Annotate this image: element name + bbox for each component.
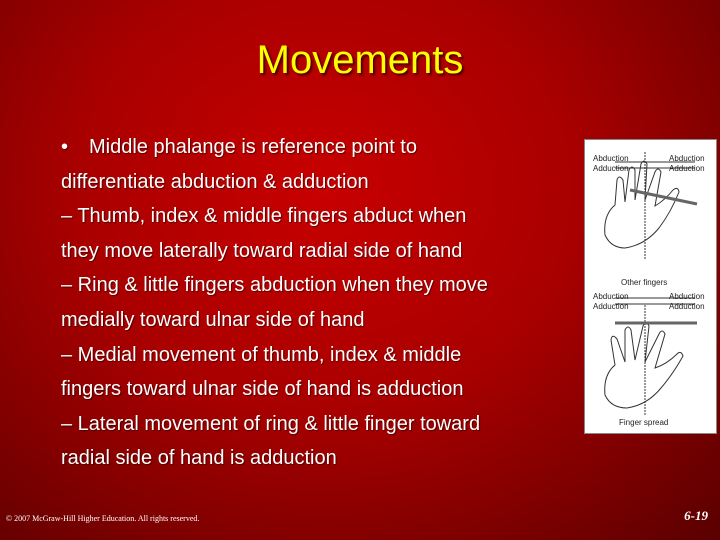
body-line: – Lateral movement of ring & little finger toward bbox=[61, 412, 481, 435]
hand-movement-figure bbox=[584, 139, 717, 434]
figure-label: Adduction bbox=[669, 164, 705, 173]
slide-title: Movements bbox=[256, 38, 464, 82]
figure-label: Other fingers bbox=[621, 278, 668, 287]
body-line: – Thumb, index & middle fingers abduct when bbox=[61, 205, 467, 228]
figure-label: Finger spread bbox=[619, 418, 669, 427]
body-line: Middle phalange is reference point to bbox=[89, 136, 417, 158]
body-line: differentiate abduction & adduction bbox=[61, 170, 369, 193]
body-line: fingers toward ulnar side of hand is adduction bbox=[61, 378, 464, 401]
body-line: radial side of hand is adduction bbox=[61, 447, 337, 470]
lower-hand-icon bbox=[605, 298, 697, 415]
copyright-footer: © 2007 McGraw-Hill Higher Education. All rights reserved. bbox=[6, 514, 200, 523]
bullet-marker: • bbox=[61, 136, 69, 158]
body-line: medially toward ulnar side of hand bbox=[61, 308, 365, 331]
figure-label: Abduction bbox=[593, 292, 629, 301]
slide-body bbox=[61, 130, 581, 476]
figure-label: Abduction bbox=[669, 154, 705, 163]
figure-label: Adduction bbox=[593, 164, 629, 173]
figure-label: Adduction bbox=[669, 302, 705, 311]
figure-label: Abduction bbox=[593, 154, 629, 163]
figure-label: Abduction bbox=[669, 292, 705, 301]
figure-label: Adduction bbox=[593, 302, 629, 311]
bullet-line bbox=[61, 130, 581, 165]
body-line: – Medial movement of thumb, index & middle bbox=[61, 343, 462, 366]
body-line: they move laterally toward radial side of hand bbox=[61, 239, 463, 262]
page-number: 6-19 bbox=[684, 508, 708, 523]
body-line: – Ring & little fingers abduction when they move bbox=[61, 274, 488, 297]
